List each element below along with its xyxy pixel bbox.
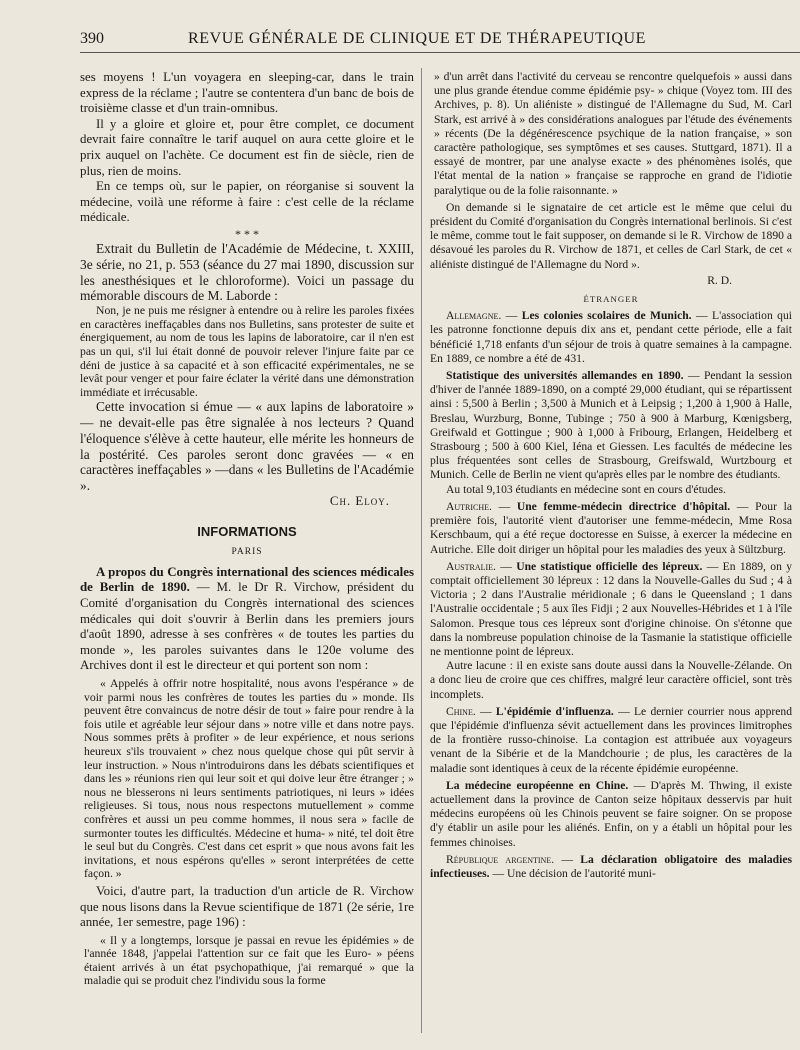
paragraph: Il y a gloire et gloire et, pour être complet, ce document devrait faire connaître le tarif auquel on aura cette gloire et le prix auquel on l'achète. Ce document est fin de siècle, rien de plus, rien de moins. xyxy=(80,116,414,178)
news-title: La médecine européenne en Chine. xyxy=(446,778,629,792)
news-item xyxy=(430,369,792,483)
news-body: — M. le Dr R. Virchow, président du Comité d'organisation du Congrès international des sciences médicales qui doit s'ouvrir à Berlin dans les premiers jours d'août 1890, adresse à ses confrères « de toutes les parties du monde », les paroles suivantes dans le 120e volume des Archives dont il est le directeur et qui portent son nom : xyxy=(80,580,414,673)
news-lead: Autriche. xyxy=(446,499,492,513)
paragraph: Cette invocation si émue — « aux lapins de laboratoire » — ne devait-elle pas être signalée à nos lecteurs ? Quand l'éloquence s'élève à cette hauteur, elle mérite les honneurs de la postérité. Ces paroles seront donc gravées — « en caractères ineffaçables » —dans « les Bulletins de l'Académie ». xyxy=(80,399,414,494)
right-column xyxy=(430,70,792,1045)
news-body: — Le dernier courrier nous apprend que l'épidémie d'influenza sévit actuellement dans les provinces limitrophes de la frontière russo-chinoise. La contagion est attribuée aux voyageurs venant de la Sibérie et de la Mandchourie ; de plus, les caractères de la maladie sont identiques à ceux de la récente épidémie européenne. xyxy=(430,704,792,775)
subsection-heading: ÉTRANGER xyxy=(583,294,639,305)
news-lead: Allemagne. xyxy=(446,309,502,323)
paragraph: Au total 9,103 étudiants en médecine sont en cours d'études. xyxy=(446,482,726,496)
news-body: — D'après M. Thwing, il existe actuellement dans la province de Canton seize hôpitaux desservis par huit médecins européens où les Chinois peuvent se faire soigner. On se propose d'y établir un asile pour les aliénés. Enfin, on y a établi un hôpital pour les femmes chinoises. xyxy=(430,778,792,849)
news-body: — Pendant la session d'hiver de l'année 1889-1890, on a compté 29,000 étudiant, qui se répartissent ainsi : 5,500 à Berlin ; 3,500 à Munich et à Leipsig ; 1,200 à 1,900 à Halle, Breslau, Wurzburg, Bonne, Tubinge ; 750 à 900 à Marburg, Kœnigsberg, Greifwald et Gottingue ; 900 à 1,000 à Fribourg, Erlangen, Heidelberg et Strasbourg ; 500 à 600 Kiel, Iéna et Giessen. Les facultés de médecine les plus fréquentées sont celles de Strasbourg, Greifswald, Wurtzbourg et Munich. Celle de Berlin ne vient qu'après elles par le nombre des étudiants. xyxy=(430,369,792,482)
column-rule xyxy=(421,68,422,1033)
paragraph: On demande si le signataire de cet article est le même que celui du président du Comité d'organisation du Congrès international berlinois. Si c'est le même, comme tout le fait supposer, on demande si le R. Virchow de 1890 a désavoué les paroles du R. Virchow de 1871, et celles de Carl Stark, de cet « aliéniste distingué de l'Allemagne du Nord ». xyxy=(430,200,792,271)
quotation: » d'un arrêt dans l'activité du cerveau se rencontre quelquefois » aussi dans une plus grande étendue comme épidémie psy- » chique (Voyez tom. III des Archives, p. 8). Un aliéniste » distingué de l'Allemagne du Sud, M. Carl Stark, est arrivé à » des considérations analogues par l'étude des événements » récents (De la dégénérescence psychique de la nation française, » son caractère pathologique, ses symptômes et ses causes. Stuttgard, 1871). Il a essayé de montrer, par une analyse exacte » des phénomènes isolés, que l'état mental de la nation » française se rapproche en grand de l'idiotie paralytique ou de la folie raisonnante. » xyxy=(434,70,792,197)
news-title: L'épidémie d'influenza. xyxy=(495,704,614,718)
paragraph: ses moyens ! L'un voyagera en sleeping-car, dans le train express de la réclame ; l'autre se contentera d'un banc de bois de troisième classe et d'un train-omnibus. xyxy=(80,70,414,116)
news-title: Une statistique officielle des lépreux. xyxy=(516,559,703,573)
news-item xyxy=(430,779,792,850)
page-number: 390 xyxy=(80,30,104,47)
paragraph: En ce temps où, sur le papier, on réorganise si souvent la médecine, voilà une réforme à faire : c'est celle de la réclame médicale. xyxy=(80,179,414,225)
news-lead: Chine. xyxy=(446,704,476,718)
news-body: — Pour la première fois, l'autorité vient d'autoriser une femme-médecin, Mme Rosa Kerschbaum, qui a été reçue doctoresse en Suisse, à exercer la médecine en Autriche. Elle doit diriger un hôpital pour les maladies des yeux à Sültzburg. xyxy=(430,499,792,556)
running-title: REVUE GÉNÉRALE DE CLINIQUE ET DE THÉRAPEUTIQUE xyxy=(188,30,647,47)
news-item: République argentine. — La déclaration obligatoire des maladies infectieuses. — Une décision de l'autorité muni- xyxy=(430,852,792,880)
news-title: La déclaration obligatoire des maladies infectieuses. xyxy=(430,852,792,880)
signature: Ch. Eloy. xyxy=(329,494,390,509)
news-lead: Australie. xyxy=(446,559,496,573)
news-title: Une femme-médecin directrice d'hôpital. xyxy=(516,499,731,513)
news-item xyxy=(80,565,414,674)
left-column xyxy=(80,70,414,1045)
news-title: A propos du Congrès international des sciences médicales de Berlin de 1890. xyxy=(80,564,414,595)
running-header xyxy=(80,28,800,53)
news-lead: République argentine. xyxy=(446,852,555,866)
paragraph: Autre lacune : il en existe sans doute aussi dans la Nouvelle-Zélande. On a donc lieu de croire que ces chiffres, malgré leur caractère officiel, sont très incomplets. xyxy=(430,659,792,701)
news-title: Statistique des universités allemandes en 1890. xyxy=(446,369,684,383)
paragraph: Extrait du Bulletin de l'Académie de Médecine, t. XXIII, 3e série, no 21, p. 553 (séance du 27 mai 1890, discussion sur les anesthésiques et le chloroforme). Voici un passage du mémorable discours de M. Laborde : xyxy=(80,240,414,304)
signature: R. D. xyxy=(707,273,732,287)
quotation: Non, je ne puis me résigner à entendre ou à relire les paroles fixées en caractères ineffaçables dans nos Bulletins, sans protester de suite et énergiquement, au nom de tous les lapins de laboratoire, car il n'en est pas un qui, s'il lui était donné de pouvoir relever l'injure faite par ce déni de justice à sa capacité et à son efficacité expérimentales, ne se levât pour venger et pour faire éclater la vérité dans une démonstration immédiate et irrécusable. xyxy=(80,304,414,399)
news-body: — L'association qui les patronne fonctionne depuis dix ans et, pendant cette période, elle a fait bénéficié 1,718 enfants d'un séjour de trois à quatre semaines à la campagne. En 1889, ce nombre a été de 431. xyxy=(430,309,792,365)
news-item: Chine. — L'épidémie d'influenza. — Le dernier courrier nous apprend que l'épidémie d'influenza sévit actuellement dans les provinces limitrophes de la frontière russo-chinoise. La contagion est attribuée aux voyageurs venant de la Sibérie et de la Mandchourie ; de plus, les caractères de la maladie sont identiques à ceux de la récente épidémie européenne. xyxy=(430,704,792,775)
quotation: « Il y a longtemps, lorsque je passai en revue les épidémies » de l'année 1848, j'appelai l'attention sur ce fait que les Euro- » péens étaient arrivés à un état psychopathique, j'ai remarqué » que la maladie qui se produit chez l'individu sous la forme xyxy=(84,933,414,988)
news-body: — Une décision de l'autorité muni- xyxy=(489,866,656,880)
news-item: Autriche. — Une femme-médecin directrice d'hôpital. — Pour la première fois, l'autorité vient d'autoriser une femme-médecin, Mme Rosa Kerschbaum, qui a été reçue doctoresse en Suisse, à exercer la médecine en Autriche. Elle doit diriger un hôpital pour les maladies des yeux à Sültzburg. xyxy=(430,499,792,556)
quotation: « Appelés à offrir notre hospitalité, nous avons l'espérance » de voir parmi nous les confrères de toutes les parties du » monde. Ils peuvent être convaincus de notre désir de tout » faire pour rendre à la fois utile et agréable leur séjour dans » notre ville et dans notre pays. Nous sommes prêts à profiter » de leur expérience, et nous serions heureux s'ils trouvaient » chez nous quelque chose qui pût servir à leur instruction. » Nous n'introduirons dans les débats scientifiques et dans les » réunions rien qui leur soit et qui doive leur être étranger ; » nous ne blesserons ni leurs sentiments patriotiques, ni leurs » idées religieuses. Si tous, nous nous respectons mutuellement » comme confrères et aussi un peu comme hommes, il nous sera » facile de surmonter toutes les difficultés. Médecine et huma- » nité, tel doit être le seul but du Congrès. C'est dans cet esprit » que nous avons fait les invitations, et nous espérons qu'elles » seront interprétées de cette façon. » xyxy=(84,677,414,881)
subsection-heading: PARIS xyxy=(231,547,263,558)
section-heading: INFORMATIONS xyxy=(197,523,297,539)
paragraph: Voici, d'autre part, la traduction d'un article de R. Virchow que nous lisons dans la Revue scientifique de 1871 (2e série, 1re année, 1er semestre, page 196) : xyxy=(80,883,414,930)
news-title: Les colonies scolaires de Munich. xyxy=(521,309,692,323)
news-item: Australie. — Une statistique officielle des lépreux. — En 1889, on y comptait officiellement 30 lépreux : 12 dans la Nouvelle-Galles du Sud ; 4 à Victoria ; 2 dans l'Australie méridionale ; 6 dans le Queensland ; 1 dans l'Australie occidentale ; 5 aux îles Fidji ; 2 aux Nouvelles-Hébrides et 1 à l'île Salomon. Presque tous ces lépreux sont d'origine chinoise. On s'étonne que dans la nombreuse population chinoise de la Tasmanie la statistique officielle ne mentionne point de lépreux. xyxy=(430,559,792,658)
section-stars: * * * xyxy=(235,226,259,241)
news-body: — En 1889, on y comptait officiellement 30 lépreux : 12 dans la Nouvelle-Galles du Sud ; 4 à Victoria ; 2 dans l'Australie méridionale ; 6 dans le Queensland ; 1 dans l'Australie occidentale ; 5 aux îles Fidji ; 2 aux Nouvelles-Hébrides et 1 à l'île Salomon. Presque tous ces lépreux sont d'origine chinoise. On s'étonne que dans la nombreuse population chinoise de la Tasmanie la statistique officielle ne mentionne point de lépreux. xyxy=(430,559,792,658)
news-item: Allemagne. — Les colonies scolaires de Munich. — L'association qui les patronne fonctionne depuis dix ans et, pendant cette période, elle a fait bénéficié 1,718 enfants d'un séjour de trois à quatre semaines à la campagne. En 1889, ce nombre a été de 431. xyxy=(430,309,792,365)
